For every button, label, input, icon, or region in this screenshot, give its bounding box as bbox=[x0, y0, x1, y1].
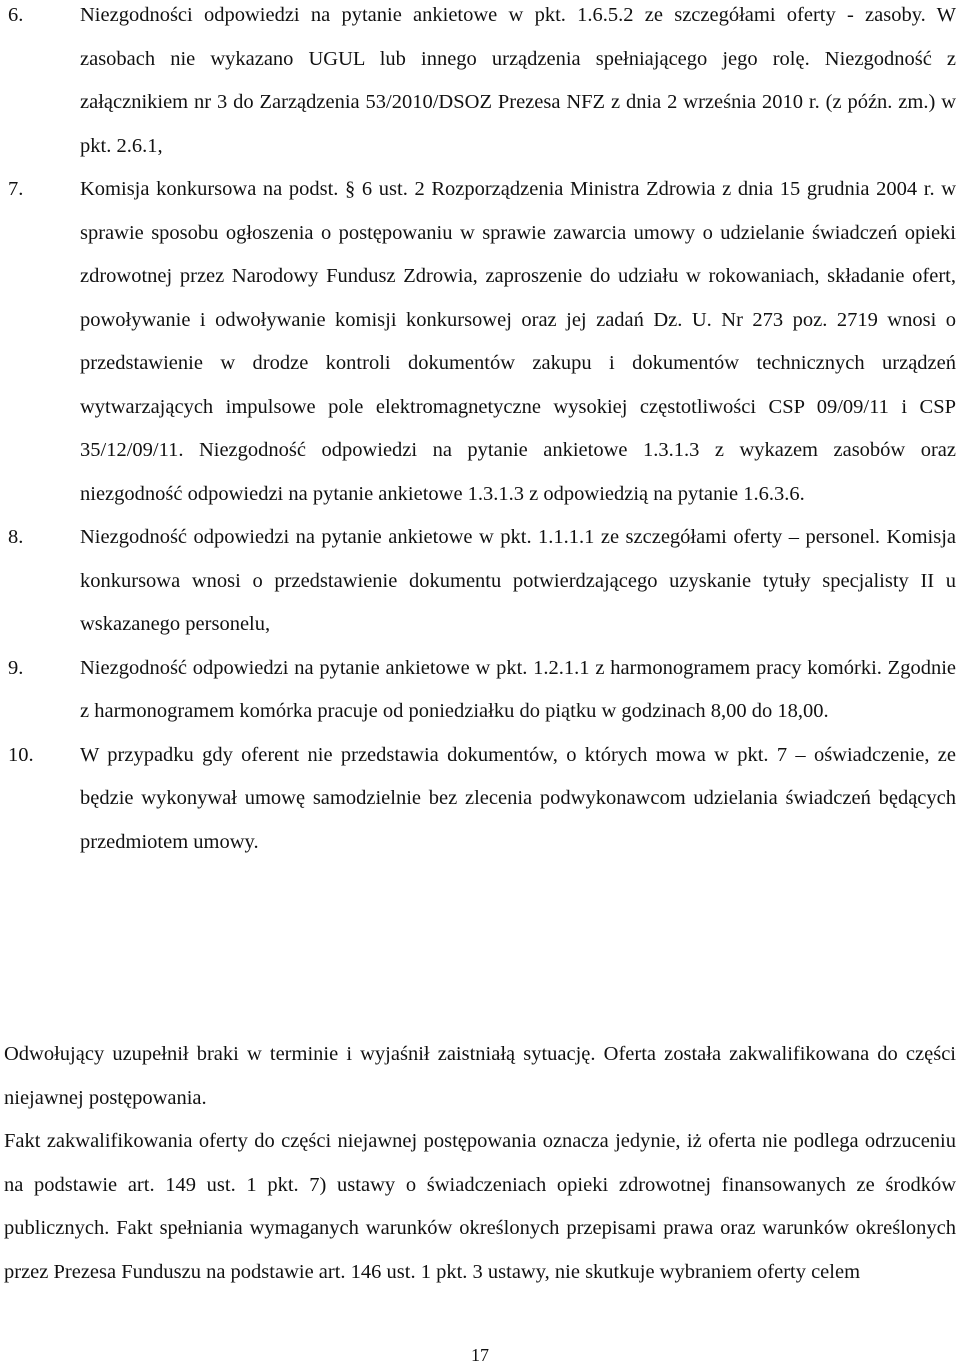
list-item bbox=[8, 734, 956, 865]
list-item bbox=[8, 0, 956, 168]
list-item bbox=[8, 168, 956, 516]
list-item-number: 7. bbox=[8, 178, 24, 200]
list-item-number: 8. bbox=[8, 526, 24, 548]
list-item-number: 9. bbox=[8, 656, 24, 679]
list-item-number: 10. bbox=[8, 743, 34, 766]
list-item-text: Niezgodności odpowiedzi na pytanie ankietowe w pkt. 1.6.5.2 ze szczegółami oferty - zasoby. W zasobach nie wykazano UGUL lub innego urządzenia spełniającego jego rolę. Niezgodność z załącznikiem nr 3 do Zarządzenia 53/2010/DSOZ Prezesa NFZ z dnia 2 września 2010 r. (z późn. zm.) w pkt. 2.6.1, bbox=[80, 4, 956, 157]
list-item-text: Niezgodność odpowiedzi na pytanie ankietowe w pkt. 1.2.1.1 z harmonogramem pracy komórki. Zgodnie z harmonogramem komórka pracuje od poniedziałku do piątku w godzinach 8,00 do 18,00. bbox=[80, 656, 956, 722]
numbered-list bbox=[8, 0, 956, 864]
paragraph: Odwołujący uzupełnił braki w terminie i wyjaśnił zaistniałą sytuację. Oferta została zakwalifikowana do części niejawnej postępowania. bbox=[4, 1043, 956, 1109]
list-item-text: Komisja konkursowa na podst. § 6 ust. 2 Rozporządzenia Ministra Zdrowia z dnia 15 grudnia 2004 r. w sprawie sposobu ogłoszenia o postępowaniu w sprawie zawarcia umowy o udzielanie świadczeń opieki zdrowotnej przez Narodowy Fundusz Zdrowia, zaproszenie do udziału w rokowaniach, składanie ofert, powoływanie i odwoływanie komisji konkursowej oraz jej zadań Dz. U. Nr 273 poz. 2719 wnosi o przedstawienie w drodze kontroli dokumentów zakupu i dokumentów technicznych urządzeń wytwarzających impulsowe pole elektromagnetyczne wysokiej częstotliwości CSP 09/09/11 i CSP 35/12/09/11. Niezgodność odpowiedzi na pytanie ankietowe 1.3.1.3 z wykazem zasobów oraz niezgodność odpowiedzi na pytanie ankietowe 1.3.1.3 z odpowiedzią na pytanie 1.6.3.6. bbox=[80, 178, 956, 505]
list-item-text: Niezgodność odpowiedzi na pytanie ankietowe w pkt. 1.1.1.1 ze szczegółami oferty – personel. Komisja konkursowa wnosi o przedstawienie dokumentu potwierdzającego uzyskanie tytuły specjalisty II u wskazanego personelu, bbox=[80, 526, 956, 635]
list-item bbox=[8, 647, 956, 734]
list-item bbox=[8, 516, 956, 647]
page-number: 17 bbox=[471, 1345, 489, 1365]
list-item-number: 6. bbox=[8, 4, 24, 26]
paragraph: Fakt zakwalifikowania oferty do części niejawnej postępowania oznacza jedynie, iż oferta nie podlega odrzuceniu na podstawie art. 149 ust. 1 pkt. 7) ustawy o świadczeniach opieki zdrowotnej finansowanych ze środków publicznych. Fakt spełniania wymaganych warunków określonych przepisami prawa oraz warunków określonych przez Prezesa Funduszu na podstawie art. 146 ust. 1 pkt. 3 ustawy, nie skutkuje wybraniem oferty celem bbox=[4, 1130, 956, 1283]
body-paragraphs bbox=[4, 1033, 956, 1294]
list-item-text: W przypadku gdy oferent nie przedstawia dokumentów, o których mowa w pkt. 7 – oświadczenie, ze będzie wykonywał umowę samodzielnie bez zlecenia podwykonawcom udzielania świadczeń będących przedmiotem umowy. bbox=[80, 743, 956, 853]
